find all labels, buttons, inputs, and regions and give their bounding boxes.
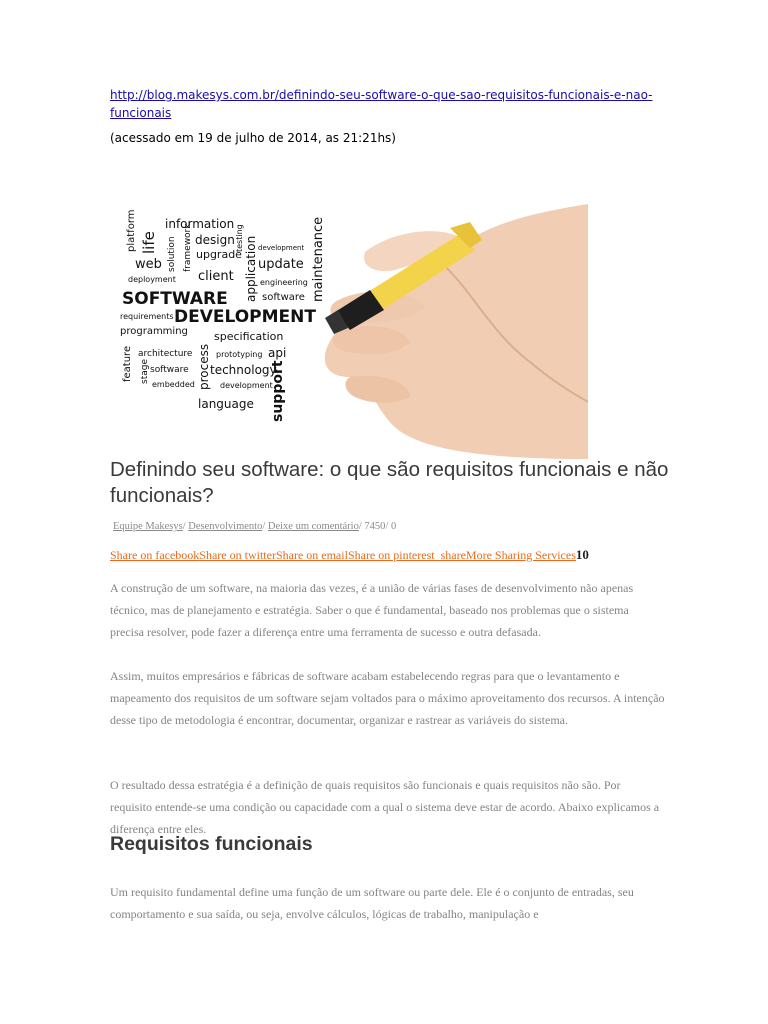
word: development (220, 381, 273, 390)
share-facebook-link[interactable]: Share on facebook (110, 548, 200, 562)
word: prototyping (216, 350, 263, 359)
word: requirements (120, 312, 174, 321)
word: web (135, 257, 162, 272)
access-date-note: (acessado em 19 de julho de 2014, as 21:21hs) (110, 131, 396, 145)
word: design (195, 233, 235, 247)
word: language (198, 397, 254, 411)
word: api (268, 346, 287, 360)
word: technology (210, 363, 277, 377)
meta-separator: / (358, 521, 365, 532)
comment-link[interactable]: Deixe um comentário (267, 521, 359, 532)
word: platform (126, 209, 137, 252)
word-cloud (120, 210, 326, 423)
article-paragraph: A construção de um software, na maioria das vezes, é a união de várias fases de desenvolvimento não apenas técnico, mas de planejamento e estratégia. Saber o que é fundamental, baseado nos problemas que o sistema precisa resolver, pode fazer a diferença entre uma ferramenta de sucesso e outra defasada. (110, 581, 634, 639)
author-link[interactable]: Equipe Makesys (113, 521, 183, 532)
word: deployment (128, 275, 176, 284)
word: information (165, 217, 235, 231)
share-pinterest-link[interactable]: Share on pinterest_share (347, 548, 466, 562)
section-heading: Requisitos funcionais (110, 833, 313, 855)
word: solution (167, 236, 177, 272)
word: engineering (260, 278, 308, 287)
meta-separator: / (182, 521, 189, 532)
word: maintenance (311, 216, 326, 302)
word: programming (120, 326, 188, 337)
share-twitter-link[interactable]: Share on twitter (199, 548, 276, 562)
word: stage (140, 359, 150, 384)
source-url-link[interactable]: http://blog.makesys.com.br/definindo-seu-software-o-que-sao-requisitos-funcionais-e-nao-funcionais (110, 88, 653, 120)
word: specification (214, 330, 284, 343)
word: support (270, 360, 286, 422)
word: DEVELOPMENT (174, 307, 316, 327)
article-paragraph: O resultado dessa estratégia é a definição de quais requisitos são funcionais e quais requisitos não são. Por requisito entende-se uma condição ou capacidade com a qual o sistema deve estar de acordo. Abaixo explicamos a diferença entre eles. (110, 778, 660, 836)
word: client (198, 269, 234, 284)
word-cloud-hand-illustration (110, 192, 588, 459)
word: testing (235, 224, 244, 252)
word: SOFTWARE (122, 289, 228, 309)
word: framework (183, 223, 193, 272)
article-title: Definindo seu software: o que são requisitos funcionais e não funcionais? (110, 458, 669, 507)
word: upgrade (196, 248, 242, 261)
word: life (140, 231, 158, 254)
word: software (150, 365, 189, 375)
share-count: 10 (575, 547, 589, 562)
comment-count: 0 (390, 521, 397, 532)
word: feature (122, 345, 133, 382)
word: architecture (138, 349, 193, 359)
category-link[interactable]: Desenvolvimento (188, 521, 263, 532)
word: embedded (152, 380, 195, 389)
more-sharing-link[interactable]: More Sharing Services (465, 548, 576, 562)
article-meta (113, 521, 396, 532)
share-bar (110, 547, 589, 563)
word: software (262, 292, 305, 303)
meta-separator: / (262, 521, 268, 532)
share-email-link[interactable]: Share on email (275, 548, 348, 562)
word: process (197, 343, 211, 390)
view-count: 7450 (364, 521, 386, 532)
article-paragraph: Assim, muitos empresários e fábricas de software acabam estabelecendo regras para que o levantamento e mapeamento dos requisitos de um software sejam voltados para o máximo aproveitamento dos recursos. A intenção desse tipo de metodologia é encontrar, documentar, organizar e rastrear as variáveis do sistema. (110, 669, 665, 727)
article-paragraph: Um requisito fundamental define uma função de um software ou parte dele. Ele é o conjunto de entradas, seu comportamento e sua saída, ou seja, envolve cálculos, lógicas de trabalho, manipulação e (110, 885, 634, 921)
meta-separator: / (385, 521, 391, 532)
hero-image (110, 192, 588, 459)
word: update (258, 257, 304, 272)
word: application (244, 235, 258, 302)
word: development (258, 244, 305, 252)
